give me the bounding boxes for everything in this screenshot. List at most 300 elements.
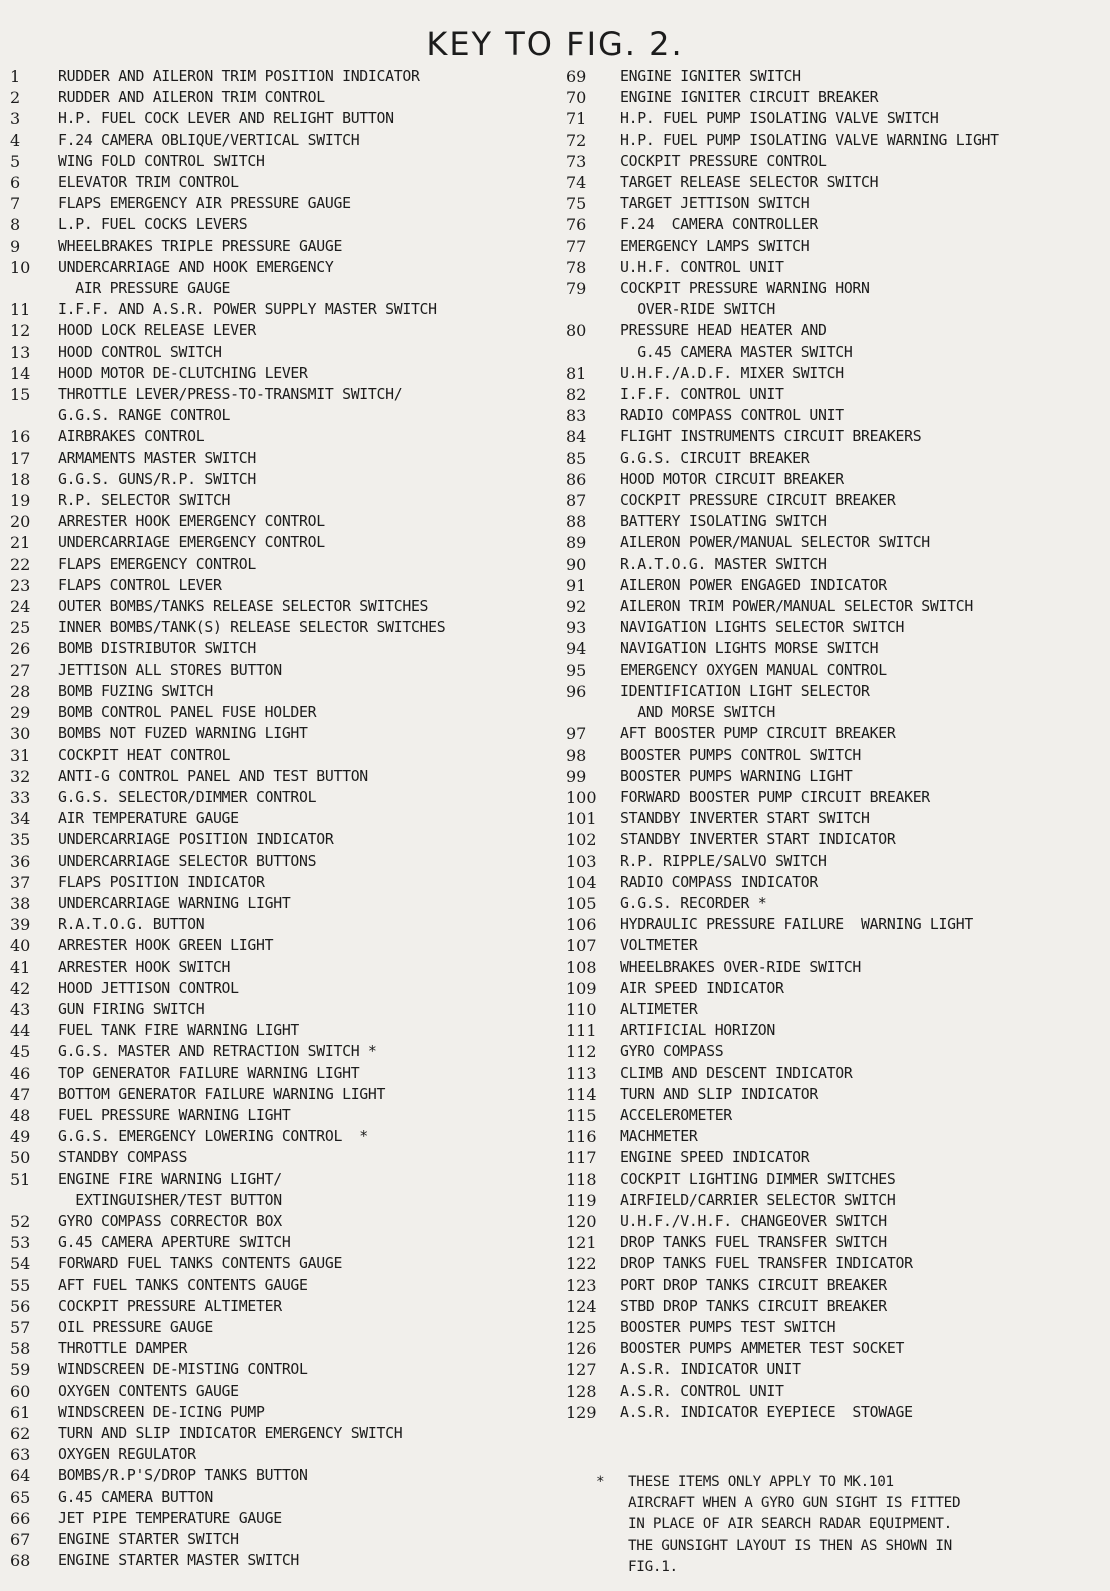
key-item (566, 236, 1110, 257)
item-number: 50 (10, 1148, 31, 1168)
item-number: 81 (566, 363, 587, 383)
item-number: 39 (10, 915, 31, 935)
key-item (566, 1020, 1110, 1041)
item-label: STANDBY COMPASS (58, 1149, 188, 1167)
item-number: 47 (10, 1084, 31, 1104)
item-label: TARGET RELEASE SELECTOR SWITCH (620, 174, 879, 192)
item-number: 6 (10, 173, 21, 193)
item-label: AFT BOOSTER PUMP CIRCUIT BREAKER (620, 725, 896, 743)
item-label: EMERGENCY LAMPS SWITCH (620, 237, 810, 255)
item-number: 108 (566, 957, 597, 977)
item-label: R.P. SELECTOR SWITCH (58, 492, 231, 510)
item-number: 23 (10, 575, 31, 595)
item-number: 20 (10, 512, 31, 532)
footnote-text: THESE ITEMS ONLY APPLY TO MK.101 AIRCRAFT WHEN A GYRO GUN SIGHT IS FITTED IN PLACE OF AIR SEARCH RADAR EQUIPMENT. THE GUNSIGHT LAYOUT IS THEN AS SHOWN IN FIG.1. (628, 1474, 961, 1575)
item-number: 43 (10, 999, 31, 1019)
item-number: 86 (566, 469, 587, 489)
item-number: 92 (566, 597, 587, 617)
item-label: COCKPIT PRESSURE CIRCUIT BREAKER (620, 492, 896, 510)
item-label: FLAPS POSITION INDICATOR (58, 873, 265, 891)
item-number: 110 (566, 999, 597, 1019)
key-item (10, 1487, 550, 1508)
key-item (10, 681, 550, 702)
item-number: 30 (10, 724, 31, 744)
item-label: STBD DROP TANKS CIRCUIT BREAKER (620, 1297, 887, 1315)
item-number: 65 (10, 1487, 31, 1507)
key-item (566, 448, 1110, 469)
key-item (566, 193, 1110, 214)
item-number: 64 (10, 1466, 31, 1486)
item-label: U.H.F. CONTROL UNIT (620, 258, 784, 276)
key-item (10, 448, 550, 469)
key-item (10, 1105, 550, 1126)
item-number: 42 (10, 978, 31, 998)
key-item (566, 426, 1110, 447)
item-number: 44 (10, 1021, 31, 1041)
item-label: NAVIGATION LIGHTS MORSE SWITCH (620, 640, 879, 658)
item-number: 24 (10, 597, 31, 617)
item-label: INNER BOMBS/TANK(S) RELEASE SELECTOR SWITCHES (58, 619, 446, 637)
item-number: 96 (566, 681, 587, 701)
key-item (566, 1253, 1110, 1274)
item-number: 68 (10, 1551, 31, 1571)
item-number: 94 (566, 639, 587, 659)
item-label: BOMBS NOT FUZED WARNING LIGHT (58, 725, 308, 743)
key-item (566, 1381, 1110, 1402)
key-item (10, 1529, 550, 1550)
item-number: 87 (566, 491, 587, 511)
item-number: 46 (10, 1063, 31, 1083)
key-item (566, 1317, 1110, 1338)
key-item (10, 1169, 550, 1211)
item-label: BOTTOM GENERATOR FAILURE WARNING LIGHT (58, 1085, 386, 1103)
key-item (566, 1147, 1110, 1168)
key-item (566, 1190, 1110, 1211)
key-item (566, 1169, 1110, 1190)
key-item (10, 1444, 550, 1465)
item-label: AFT FUEL TANKS CONTENTS GAUGE (58, 1276, 308, 1294)
item-label: BOOSTER PUMPS TEST SWITCH (620, 1318, 836, 1336)
item-label: AILERON POWER ENGAGED INDICATOR (620, 576, 887, 594)
item-number: 78 (566, 257, 587, 277)
key-item (10, 575, 550, 596)
item-label: DROP TANKS FUEL TRANSFER SWITCH (620, 1234, 887, 1252)
item-label: G.G.S. MASTER AND RETRACTION SWITCH * (58, 1043, 377, 1061)
key-item (10, 532, 550, 553)
key-item (10, 808, 550, 829)
key-item (10, 426, 550, 447)
item-label: RUDDER AND AILERON TRIM POSITION INDICATOR (58, 68, 420, 85)
key-item (10, 1465, 550, 1486)
key-item (566, 554, 1110, 575)
key-item (566, 596, 1110, 617)
key-item (10, 108, 550, 129)
key-item (566, 1275, 1110, 1296)
item-label: AIR TEMPERATURE GAUGE (58, 810, 239, 828)
key-item (10, 723, 550, 744)
right-key-column (566, 66, 1110, 1423)
item-label: VOLTMETER (620, 937, 698, 955)
item-label: ENGINE STARTER MASTER SWITCH (58, 1552, 300, 1570)
item-label: TURN AND SLIP INDICATOR (620, 1085, 818, 1103)
key-item (10, 1381, 550, 1402)
item-number: 55 (10, 1275, 31, 1295)
item-label: BOOSTER PUMPS AMMETER TEST SOCKET (620, 1340, 905, 1358)
item-number: 31 (10, 745, 31, 765)
key-item (566, 1063, 1110, 1084)
item-number: 34 (10, 809, 31, 829)
key-item (10, 151, 550, 172)
item-number: 100 (566, 787, 597, 807)
key-item (10, 490, 550, 511)
item-number: 120 (566, 1211, 597, 1231)
item-label: H.P. FUEL PUMP ISOLATING VALVE WARNING LIGHT (620, 131, 999, 149)
key-item (566, 278, 1110, 320)
item-number: 32 (10, 766, 31, 786)
key-item (566, 660, 1110, 681)
key-item (566, 1296, 1110, 1317)
key-item (10, 829, 550, 850)
item-number: 51 (10, 1169, 31, 1189)
item-label: BOMB FUZING SWITCH (58, 682, 213, 700)
item-number: 61 (10, 1402, 31, 1422)
item-number: 75 (566, 194, 587, 214)
item-number: 84 (566, 427, 587, 447)
item-number: 37 (10, 872, 31, 892)
item-number: 27 (10, 660, 31, 680)
key-item (566, 766, 1110, 787)
item-label: GYRO COMPASS CORRECTOR BOX (58, 1212, 282, 1230)
key-item (566, 1232, 1110, 1253)
key-item (566, 1211, 1110, 1232)
key-item (10, 617, 550, 638)
key-item (10, 1232, 550, 1253)
item-label: I.F.F. AND A.S.R. POWER SUPPLY MASTER SWITCH (58, 301, 437, 319)
item-label: TURN AND SLIP INDICATOR EMERGENCY SWITCH (58, 1425, 403, 1442)
item-label: ENGINE IGNITER SWITCH (620, 68, 801, 85)
item-number: 59 (10, 1360, 31, 1380)
item-label: OUTER BOMBS/TANKS RELEASE SELECTOR SWITCHES (58, 598, 429, 616)
item-label: GUN FIRING SWITCH (58, 1000, 205, 1018)
key-item (566, 999, 1110, 1020)
key-item (10, 1402, 550, 1423)
key-item (566, 681, 1110, 723)
item-label: HOOD JETTISON CONTROL (58, 979, 239, 997)
page-title: KEY TO FIG. 2. (426, 25, 684, 64)
item-number: 129 (566, 1402, 597, 1422)
key-item (566, 914, 1110, 935)
item-label: UNDERCARRIAGE EMERGENCY CONTROL (58, 534, 325, 552)
key-item (10, 1296, 550, 1317)
key-item (10, 363, 550, 384)
key-item (566, 851, 1110, 872)
item-label: AIR SPEED INDICATOR (620, 979, 784, 997)
key-item (566, 363, 1110, 384)
item-label: STANDBY INVERTER START SWITCH (620, 810, 870, 828)
key-item (566, 1359, 1110, 1380)
key-item (566, 532, 1110, 553)
key-item (566, 384, 1110, 405)
key-item (10, 1041, 550, 1062)
item-number: 103 (566, 851, 597, 871)
item-number: 16 (10, 427, 31, 447)
item-number: 123 (566, 1275, 597, 1295)
item-number: 4 (10, 130, 21, 150)
item-number: 98 (566, 745, 587, 765)
item-number: 8 (10, 215, 21, 235)
item-number: 35 (10, 830, 31, 850)
item-number: 119 (566, 1190, 597, 1210)
item-label: L.P. FUEL COCKS LEVERS (58, 216, 248, 234)
key-item (10, 299, 550, 320)
key-item (10, 787, 550, 808)
key-item (10, 872, 550, 893)
item-label: GYRO COMPASS (620, 1043, 724, 1061)
item-label: TOP GENERATOR FAILURE WARNING LIGHT (58, 1064, 360, 1082)
item-number: 38 (10, 893, 31, 913)
item-label: AILERON POWER/MANUAL SELECTOR SWITCH (620, 534, 930, 552)
item-number: 121 (566, 1233, 597, 1253)
item-label: FUEL TANK FIRE WARNING LIGHT (58, 1022, 300, 1040)
item-label: ACCELEROMETER (620, 1106, 732, 1124)
item-number: 5 (10, 151, 21, 171)
item-number: 101 (566, 809, 597, 829)
key-item (10, 66, 550, 87)
key-item (10, 660, 550, 681)
key-item (10, 1147, 550, 1168)
key-item (10, 1084, 550, 1105)
item-number: 93 (566, 618, 587, 638)
item-number: 80 (566, 321, 587, 341)
item-label: HOOD MOTOR CIRCUIT BREAKER (620, 470, 844, 488)
key-item (566, 893, 1110, 914)
item-label: RADIO COMPASS CONTROL UNIT (620, 407, 844, 425)
item-number: 109 (566, 978, 597, 998)
item-label: A.S.R. CONTROL UNIT (620, 1382, 784, 1400)
item-number: 58 (10, 1339, 31, 1359)
item-number: 115 (566, 1105, 597, 1125)
item-number: 117 (566, 1148, 597, 1168)
key-item (10, 1253, 550, 1274)
key-item (10, 1508, 550, 1529)
item-label: H.P. FUEL PUMP ISOLATING VALVE SWITCH (620, 110, 939, 128)
key-item (10, 172, 550, 193)
item-label: WHEELBRAKES OVER-RIDE SWITCH (620, 958, 862, 976)
item-label: WINDSCREEN DE-MISTING CONTROL (58, 1361, 308, 1379)
item-number: 57 (10, 1317, 31, 1337)
key-item (566, 490, 1110, 511)
key-item (566, 469, 1110, 490)
key-item (10, 214, 550, 235)
item-number: 105 (566, 893, 597, 913)
item-number: 62 (10, 1424, 31, 1443)
key-item (566, 957, 1110, 978)
item-label: BOMB DISTRIBUTOR SWITCH (58, 640, 256, 658)
item-number: 99 (566, 766, 587, 786)
item-label: BOMB CONTROL PANEL FUSE HOLDER (58, 704, 317, 722)
key-item (10, 999, 550, 1020)
footnote (596, 1472, 1101, 1578)
item-number: 79 (566, 279, 587, 299)
item-number: 122 (566, 1254, 597, 1274)
item-label: ARTIFICIAL HORIZON (620, 1022, 775, 1040)
item-number: 12 (10, 321, 31, 341)
key-item (10, 1275, 550, 1296)
item-number: 56 (10, 1296, 31, 1316)
item-label: R.P. RIPPLE/SALVO SWITCH (620, 852, 827, 870)
item-number: 114 (566, 1084, 597, 1104)
item-label: THROTTLE LEVER/PRESS-TO-TRANSMIT SWITCH/ G.G.S. RANGE CONTROL (58, 386, 403, 425)
item-number: 33 (10, 787, 31, 807)
item-label: ARRESTER HOOK GREEN LIGHT (58, 937, 274, 955)
item-label: OXYGEN CONTENTS GAUGE (58, 1382, 239, 1400)
item-number: 118 (566, 1169, 597, 1189)
item-number: 7 (10, 194, 21, 214)
item-number: 82 (566, 385, 587, 405)
key-item (10, 978, 550, 999)
item-number: 74 (566, 173, 587, 193)
item-label: A.S.R. INDICATOR EYEPIECE STOWAGE (620, 1403, 913, 1421)
item-label: ALTIMETER (620, 1000, 698, 1018)
item-number: 36 (10, 851, 31, 871)
key-item (566, 1105, 1110, 1126)
item-number: 29 (10, 703, 31, 723)
item-label: WING FOLD CONTROL SWITCH (58, 152, 265, 170)
item-number: 124 (566, 1296, 597, 1316)
item-label: U.H.F./V.H.F. CHANGEOVER SWITCH (620, 1212, 887, 1230)
item-label: FLAPS EMERGENCY AIR PRESSURE GAUGE (58, 195, 351, 213)
item-label: ARRESTER HOOK SWITCH (58, 958, 231, 976)
key-item (566, 872, 1110, 893)
item-number: 111 (566, 1021, 597, 1041)
item-label: WHEELBRAKES TRIPLE PRESSURE GAUGE (58, 237, 343, 255)
left-key-column (10, 66, 550, 1571)
item-label: UNDERCARRIAGE POSITION INDICATOR (58, 831, 334, 849)
item-number: 17 (10, 448, 31, 468)
item-label: BOOSTER PUMPS WARNING LIGHT (620, 767, 853, 785)
item-number: 2 (10, 88, 21, 108)
item-label: THROTTLE DAMPER (58, 1340, 188, 1358)
item-label: NAVIGATION LIGHTS SELECTOR SWITCH (620, 619, 905, 637)
item-number: 10 (10, 257, 31, 277)
item-number: 3 (10, 109, 21, 129)
item-number: 107 (566, 936, 597, 956)
item-number: 89 (566, 533, 587, 553)
key-item (566, 320, 1110, 362)
key-item (566, 1041, 1110, 1062)
key-item (566, 66, 1110, 87)
key-item (10, 893, 550, 914)
item-label: OIL PRESSURE GAUGE (58, 1318, 213, 1336)
key-item (566, 1402, 1110, 1423)
key-item (566, 787, 1110, 808)
item-label: BOOSTER PUMPS CONTROL SWITCH (620, 746, 862, 764)
item-label: AIRBRAKES CONTROL (58, 428, 205, 446)
item-label: RUDDER AND AILERON TRIM CONTROL (58, 89, 325, 107)
key-item (10, 638, 550, 659)
item-label: H.P. FUEL COCK LEVER AND RELIGHT BUTTON (58, 110, 394, 128)
key-item (10, 257, 550, 299)
item-number: 21 (10, 533, 31, 553)
key-item (10, 384, 550, 426)
item-number: 95 (566, 660, 587, 680)
item-number: 88 (566, 512, 587, 532)
item-number: 104 (566, 872, 597, 892)
item-label: FLIGHT INSTRUMENTS CIRCUIT BREAKERS (620, 428, 922, 446)
key-item (566, 723, 1110, 744)
item-number: 70 (566, 88, 587, 108)
item-number: 83 (566, 406, 587, 426)
item-label: FUEL PRESSURE WARNING LIGHT (58, 1106, 291, 1124)
item-number: 106 (566, 915, 597, 935)
item-number: 60 (10, 1381, 31, 1401)
key-item (566, 978, 1110, 999)
key-item (10, 766, 550, 787)
item-label: FLAPS CONTROL LEVER (58, 576, 222, 594)
item-label: BOMBS/R.P'S/DROP TANKS BUTTON (58, 1467, 308, 1485)
key-item (566, 108, 1110, 129)
item-label: PORT DROP TANKS CIRCUIT BREAKER (620, 1276, 887, 1294)
item-number: 97 (566, 724, 587, 744)
item-label: G.G.S. CIRCUIT BREAKER (620, 449, 810, 467)
item-label: ARRESTER HOOK EMERGENCY CONTROL (58, 513, 325, 531)
key-item (566, 638, 1110, 659)
item-label: JETTISON ALL STORES BUTTON (58, 661, 282, 679)
key-item (566, 214, 1110, 235)
item-label: ENGINE STARTER SWITCH (58, 1531, 239, 1549)
key-item (566, 511, 1110, 532)
key-item (10, 320, 550, 341)
item-label: R.A.T.O.G. MASTER SWITCH (620, 555, 827, 573)
key-item (566, 257, 1110, 278)
item-label: PRESSURE HEAD HEATER AND G.45 CAMERA MASTER SWITCH (620, 322, 853, 361)
key-item (566, 1126, 1110, 1147)
item-label: G.G.S. GUNS/R.P. SWITCH (58, 470, 256, 488)
item-label: UNDERCARRIAGE SELECTOR BUTTONS (58, 852, 317, 870)
key-item (566, 745, 1110, 766)
key-item (10, 130, 550, 151)
item-number: 18 (10, 469, 31, 489)
item-label: AIRFIELD/CARRIER SELECTOR SWITCH (620, 1191, 896, 1209)
key-item (566, 405, 1110, 426)
item-label: ARMAMENTS MASTER SWITCH (58, 449, 256, 467)
item-number: 11 (10, 300, 31, 320)
item-label: RADIO COMPASS INDICATOR (620, 873, 818, 891)
item-number: 73 (566, 151, 587, 171)
footnote-marker: * (596, 1474, 605, 1490)
item-label: R.A.T.O.G. BUTTON (58, 916, 205, 934)
item-number: 45 (10, 1042, 31, 1062)
key-item (10, 745, 550, 766)
key-item (566, 130, 1110, 151)
key-item (10, 1338, 550, 1359)
item-number: 71 (566, 109, 587, 129)
item-number: 125 (566, 1317, 597, 1337)
item-label: CLIMB AND DESCENT INDICATOR (620, 1064, 853, 1082)
key-item (10, 342, 550, 363)
item-number: 72 (566, 130, 587, 150)
item-number: 52 (10, 1211, 31, 1231)
item-label: COCKPIT PRESSURE WARNING HORN OVER-RIDE SWITCH (620, 280, 870, 319)
key-item (566, 829, 1110, 850)
item-label: COCKPIT LIGHTING DIMMER SWITCHES (620, 1170, 896, 1188)
item-label: G.G.S. EMERGENCY LOWERING CONTROL * (58, 1128, 368, 1146)
item-label: HOOD LOCK RELEASE LEVER (58, 322, 256, 340)
item-number: 28 (10, 681, 31, 701)
key-item (10, 1317, 550, 1338)
item-label: FORWARD BOOSTER PUMP CIRCUIT BREAKER (620, 788, 930, 806)
item-number: 26 (10, 639, 31, 659)
